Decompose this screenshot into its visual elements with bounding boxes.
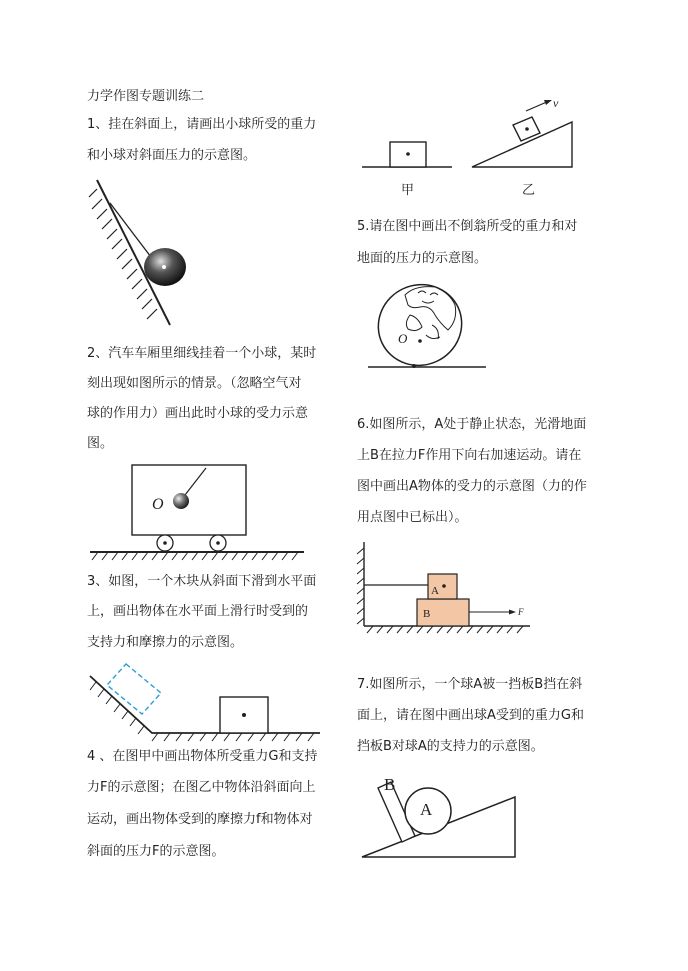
text-line: 挡板B对球A的支持力的示意图。	[357, 739, 544, 754]
text-line: 斜面的压力F的示意图。	[87, 844, 225, 859]
label-a: A	[420, 800, 433, 819]
figure-4-jia-yi	[360, 95, 585, 207]
text-line: 力F的示意图；在图乙中物体沿斜面向上	[87, 780, 316, 795]
figure-7-ball-board	[360, 768, 520, 863]
floor-hatch	[367, 626, 523, 633]
point-o-label: O	[398, 331, 408, 346]
ball	[173, 493, 189, 509]
figure-5-tumbler	[360, 275, 490, 375]
label-b: B	[423, 608, 431, 620]
label-v: v	[553, 96, 559, 110]
floor-hatch	[152, 733, 314, 741]
text-line: 5.请在图中画出不倒翁所受的重力和对	[357, 219, 578, 234]
label-a: A	[431, 585, 439, 597]
text-line: 刻出现如图所示的情景。（忽略空气对	[87, 376, 302, 391]
ground-hatch	[92, 552, 298, 560]
point-o-label: O	[152, 496, 164, 513]
text-line: 4 、在图甲中画出物体所受重力G和支持	[87, 749, 318, 764]
text-line: 和小球对斜面压力的示意图。	[87, 148, 257, 163]
text-line: 2、汽车车厢里细线挂着一个小球，某时	[87, 346, 317, 361]
label-b: B	[384, 775, 396, 794]
block-on-slope-dashed	[107, 664, 161, 714]
text-line: 球的作用力）画出此时小球的受力示意	[87, 406, 309, 421]
text-line: 支持力和摩擦力的示意图。	[87, 635, 244, 650]
hatch-marks	[89, 189, 157, 319]
text-line: 地面的压力的示意图。	[357, 251, 488, 266]
text-line: 上B在拉力F作用下向右加速运动。请在	[357, 448, 582, 463]
text-line: 1、挂在斜面上，请画出小球所受的重力	[87, 117, 317, 132]
wall-hatch	[357, 548, 364, 624]
label-jia: 甲	[401, 182, 415, 197]
car-body	[132, 465, 246, 535]
text-line: 上，画出物体在水平面上滑行时受到的	[87, 604, 309, 619]
figure-3-slope-to-floor	[88, 660, 324, 742]
text-line: 图。	[87, 436, 114, 451]
figure-6-blocks	[355, 540, 535, 636]
text-line: 3、如图，一个木块从斜面下滑到水平面	[87, 574, 317, 589]
page-title: 力学作图专题训练二	[87, 89, 205, 104]
text-line: 图中画出A物体的受力的示意图（力的作	[357, 479, 587, 494]
label-yi: 乙	[522, 182, 536, 197]
slope-hatch	[90, 682, 144, 734]
text-line: 用点图中已标出）。	[357, 510, 468, 525]
label-f: F	[518, 607, 524, 617]
figure-2-car	[88, 462, 308, 562]
text-line: 7.如图所示，一个球A被一挡板B挡在斜	[357, 677, 583, 692]
text-line: 6.如图所示，A处于静止状态，光滑地面	[357, 417, 587, 432]
text-line: 面上，请在图中画出球A受到的重力G和	[357, 708, 584, 723]
figure-1-ball-on-slope	[85, 175, 195, 330]
text-line: 运动，画出物体受到的摩擦力f和物体对	[87, 812, 313, 827]
